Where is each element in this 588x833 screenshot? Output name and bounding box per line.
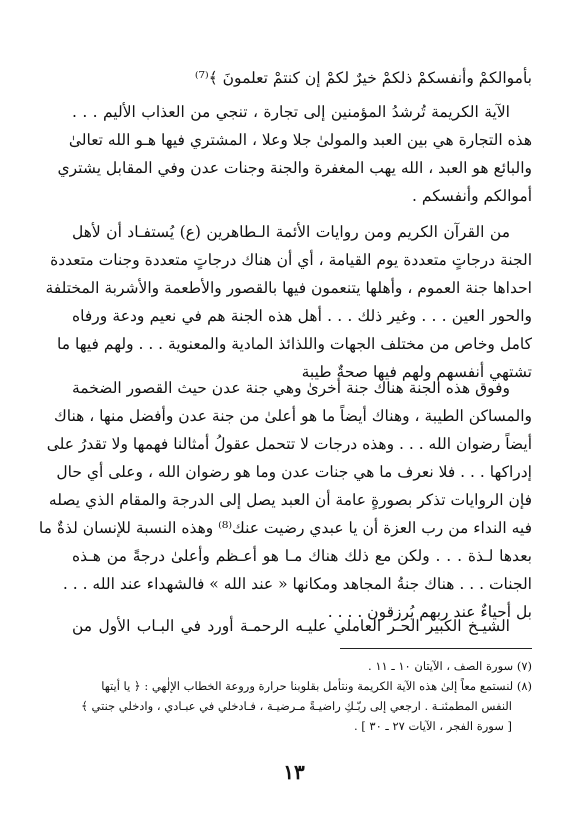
paragraph-line: الجنات . . . هناك جنةُ المجاهد ومكانها « عند الله » فالشهداء عند الله . . .	[62, 575, 532, 593]
paragraph-line: هذه التجارة هي بين العبد والمولىٰ جلا وعلا ، المشتري فيها هـو الله تعالىٰ	[68, 131, 532, 149]
footnote-8-source: [ سورة الفجر ، الآيات ٢٧ ـ ٣٠ ] .	[353, 719, 512, 733]
paragraph-line: تشتهي أنفسهم ولهم فيها صحةٌ طيبة	[301, 363, 532, 381]
paragraph-line: وفوق هذه الجنة هناك جنة أخرىٰ وهي جنة عدن حيث القصور الضخمة	[71, 379, 510, 397]
paragraph-line: فيه النداء من رب العزة أن يا عبدي رضيت عنك⁽⁸⁾ وهذه النسبة للإنسان لذةٌ ما	[38, 519, 532, 537]
paragraph-line: كامل وخاص من مختلف الجهات واللذائذ المادية والمعنوية . . . ولهم فيها ما	[57, 335, 532, 353]
paragraph-line: احداها جنة العموم ، وأهلها يتنعمون فيها بالقصور والأطعمة والأشربة المختلفة	[45, 279, 532, 297]
footnote-8: (٨) لنستمع معاً إلىٰ هذه الآية الكريمة ونتأمل بقلوبنا حرارة وروعة الخطاب الإلٰهي : ﴿ يا أيتها	[101, 679, 532, 693]
page-number: ١٣	[283, 760, 305, 784]
footnote-separator	[340, 648, 532, 649]
paragraph-line: أيضاً رضوان الله . . . وهذه درجات لا تتحمل عقولُ أمثالنا فهمها ولا تقدرُ على	[46, 435, 532, 453]
paragraph-line: الآية الكريمة تُرشدُ المؤمنين إلى تجارة ، تنجي من العذاب الأليم . . .	[72, 103, 510, 121]
paragraph-2	[45, 218, 532, 386]
quote-text: بأموالكمْ وأنفسكمْ ذلكمْ خيرٌ لكمْ إن كنتمْ تعلمونَ ﴾⁽⁷⁾	[194, 69, 532, 87]
paragraph-4	[72, 612, 532, 640]
paragraph-line: بل أحياءٌ عند ربهم يُرزقون . . . .	[327, 603, 532, 621]
paragraph-line: الشيـخ الكبير الحـر العاملي عليـه الرحمـة أورد في البـاب الأول من	[72, 617, 510, 635]
paragraph-line: بعدها لـذة . . . ولكن مع ذلك هناك مـا هو أعـظم وأعلىٰ درجةً من هـذه	[72, 547, 532, 565]
paragraph-line: والبائع هو العبد ، الله يهب المغفرة والجنة وجنات عدن وفي المقابل يشتري	[57, 159, 532, 177]
footnote-8-continued: النفس المطمئنـة . ارجعي إلى ربّـكِ راضيـةً مـرضيـة ، فـادخلي في عبـادي ، وادخلي جنتي ﴾	[81, 699, 512, 713]
paragraph-line: أموالكم وأنفسكم .	[412, 187, 532, 205]
paragraph-line: والحور العين . . . وغير ذلك . . . أهل هذه الجنة هم في نعيم ودعة ورفاه	[72, 307, 532, 325]
paragraph-1	[57, 98, 532, 210]
footnote-7: (٧) سورة الصف ، الآيتان ١٠ ـ ١١ .	[368, 659, 532, 673]
paragraph-line: الجنة درجاتٍ متعددة يوم القيامة ، أي أن هناك درجاتٍ متعددة وجنات متعددة	[50, 251, 532, 269]
paragraph-3	[38, 374, 532, 626]
quran-quote-line	[72, 64, 532, 92]
footnotes	[72, 656, 532, 736]
paragraph-line: إدراكها . . . فلا نعرف ما هي جنات عدن وما هو رضوان الله ، وعلى أي حال	[56, 463, 532, 481]
paragraph-line: والمساكن الطيبة ، وهناك أيضاً ما هو أعلىٰ من جنة عدن وأفضل منها ، هناك	[53, 407, 532, 425]
paragraph-line: فإن الروايات تذكر بصورةٍ عامة أن العبد يصل إلى الدرجة والمقام الذي يصله	[48, 491, 532, 509]
paragraph-line: من القرآن الكريم ومن روايات الأئمة الـطاهرين (ع) يُستفـاد أن لأهل	[72, 223, 510, 241]
